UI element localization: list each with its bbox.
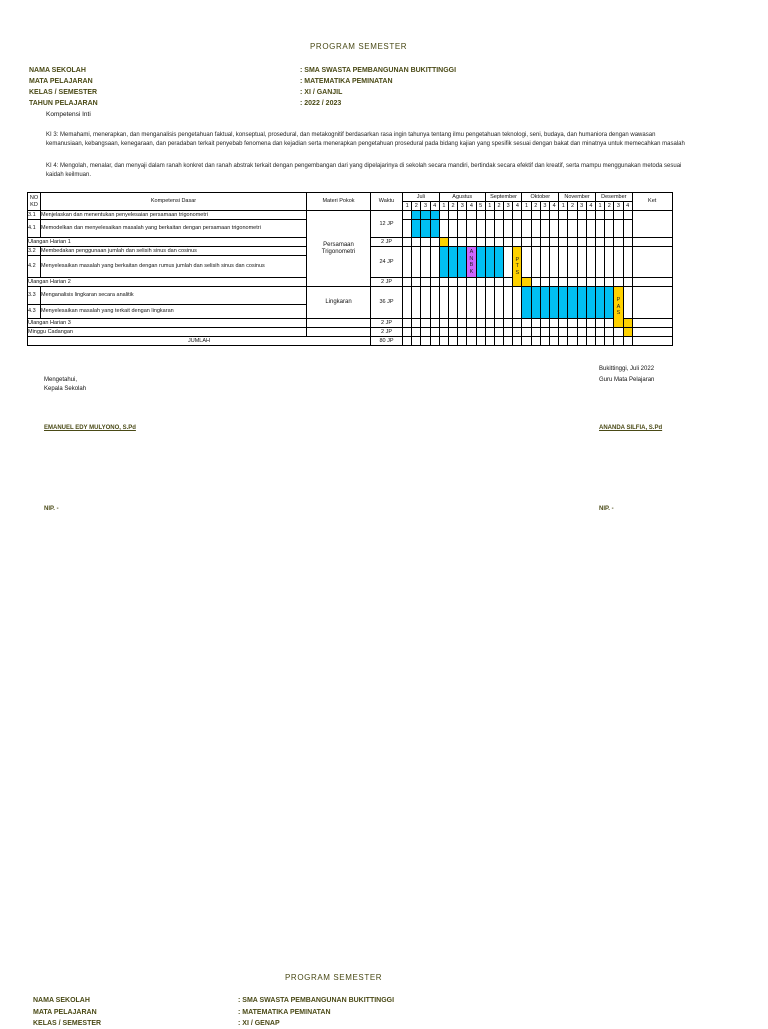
info-value: : MATEMATIKA PEMINATAN [238,1009,331,1016]
ki4-paragraph: KI 4: Mengolah, menalar, dan menyaji dalam ranah konkret dan ranah abstrak terkait dengan pengembangan dari yang dipelajarinya di sekolah secara mandiri, bertindak secara efektif dan kreatif, serta mampu menggunakan metoda sesuai kaidah keilmuan. [46,163,682,178]
row-waktu: 2 JP [371,328,403,337]
left-signer-name: EMANUEL EDY MULYONO, S.Pd [44,425,136,431]
table-row [28,328,673,337]
right-nip: NIP. - [599,506,614,512]
info-value: : XI / GENAP [238,1020,280,1027]
row-no: 4.2 [28,256,41,278]
row-kd: Menjelaskan dan menentukan penyelesaian persamaan trigonometri [41,211,307,220]
page-title: PROGRAM SEMESTER [310,42,408,51]
left-role-1: Mengetahui, [44,377,78,383]
info-value: : SMA SWASTA PEMBANGUNAN BUKITTINGGI [300,67,457,74]
row-kd: Ulangan Harian 3 [28,319,307,328]
page2-title: PROGRAM SEMESTER [285,973,383,982]
row-waktu: 36 JP [371,287,403,319]
info-value: : XI / GANJIL [300,89,343,96]
month-header: November [559,193,596,202]
month-header: Juli [403,193,440,202]
header-no: NO KD [28,193,41,211]
info-value: : 2022 / 2023 [300,100,342,107]
row-waktu: 2 JP [371,319,403,328]
left-nip: NIP. - [44,506,59,512]
header-waktu: Waktu [371,193,403,211]
row-no: 3.3 [28,287,41,305]
header-ket: Ket [632,193,672,211]
info-label: MATA PELAJARAN [33,1009,97,1016]
row-kd: Ulangan Harian 1 [28,238,307,247]
materi-trigonometri: Persamaan Trigonometri [307,211,371,287]
info-label: MATA PELAJARAN [29,78,93,85]
row-waktu: 2 JP [371,278,403,287]
info-label: KELAS / SEMESTER [29,89,98,96]
row-kd: Memodelkan dan menyelesaikan masalah yang berkaitan dengan persamaan trigonometri [41,220,307,238]
row-no: 3.2 [28,247,41,256]
header-kd: Kompetensi Dasar [41,193,307,211]
row-waktu: 24 JP [371,247,403,278]
schedule-table [27,192,673,346]
ki3-paragraph: KI 3: Memahami, menerapkan, dan menganalisis pengetahuan faktual, konseptual, prosedural, dan metakognitif berdasarkan rasa ingin tahunya tentang ilmu pengetahuan teknologi, seni, budaya, dan humaniora dengan wawasan kemanusiaan, kebangsaan, kenegaraan, dan peradaban terkait penyebab fenomena dan kejadian serta menerapkan pengetahuan prosedural pada bidang kajian yang spesifik sesuai dengan bakat dan minatnya untuk memecahkan masalah [46,132,685,147]
header-row-1 [28,193,673,202]
info-label: KELAS / SEMESTER [33,1020,102,1027]
row-waktu: 2 JP [371,238,403,247]
right-signer-name: ANANDA SILFIA, S.Pd [599,425,663,431]
info-label: TAHUN PELAJARAN [29,100,98,107]
place-date: Bukittinggi, Juli 2022 [599,366,655,372]
month-header: Desember [595,193,632,202]
month-header: Oktober [522,193,559,202]
materi-lingkaran: Lingkaran [307,287,371,319]
info-value: : SMA SWASTA PEMBANGUNAN BUKITTINGGI [238,997,395,1004]
ki-heading: Kompetensi Inti [46,111,91,118]
total-label: JUMLAH [28,337,371,346]
total-row [28,337,673,346]
table-row [28,287,673,305]
month-header: September [485,193,522,202]
header-row-weeks: 1 2 3 4 1 2 3 4 5 1 2 3 4 1 2 3 4 1 2 3 4 1 2 3 4 [28,202,673,211]
right-role: Guru Mata Pelajaran [599,377,655,383]
table-row [28,319,673,328]
pas-marker: P A S [614,287,623,328]
info-value: : MATEMATIKA PEMINATAN [300,78,393,85]
left-role-2: Kepala Sekolah [44,386,87,392]
pts-marker: P T S [513,247,522,287]
info-label: NAMA SEKOLAH [33,997,90,1004]
month-header: Agustus [439,193,485,202]
row-kd: Membedakan penggunaan jumlah dan selisih sinus dan cosinus [41,247,307,256]
row-no: 4.1 [28,220,41,238]
anbk-marker: A N B K [467,247,476,278]
row-kd: Ulangan Harian 2 [28,278,307,287]
row-kd: Minggu Cadangan [28,328,307,337]
info-label: NAMA SEKOLAH [29,67,86,74]
row-waktu: 12 JP [371,211,403,238]
row-no: 4.3 [28,305,41,319]
table-row [28,211,673,220]
row-kd: Menganalisis lingkaran secara analitik [41,287,307,305]
header-materi: Materi Pokok [307,193,371,211]
row-kd: Menyelesaikan masalah yang terkait dengan lingkaran [41,305,307,319]
total-value: 80 JP [371,337,403,346]
row-kd: Menyelesaikan masalah yang berkaitan dengan rumus jumlah dan selisih sinus dan cosinus [41,256,307,278]
row-no: 3.1 [28,211,41,220]
